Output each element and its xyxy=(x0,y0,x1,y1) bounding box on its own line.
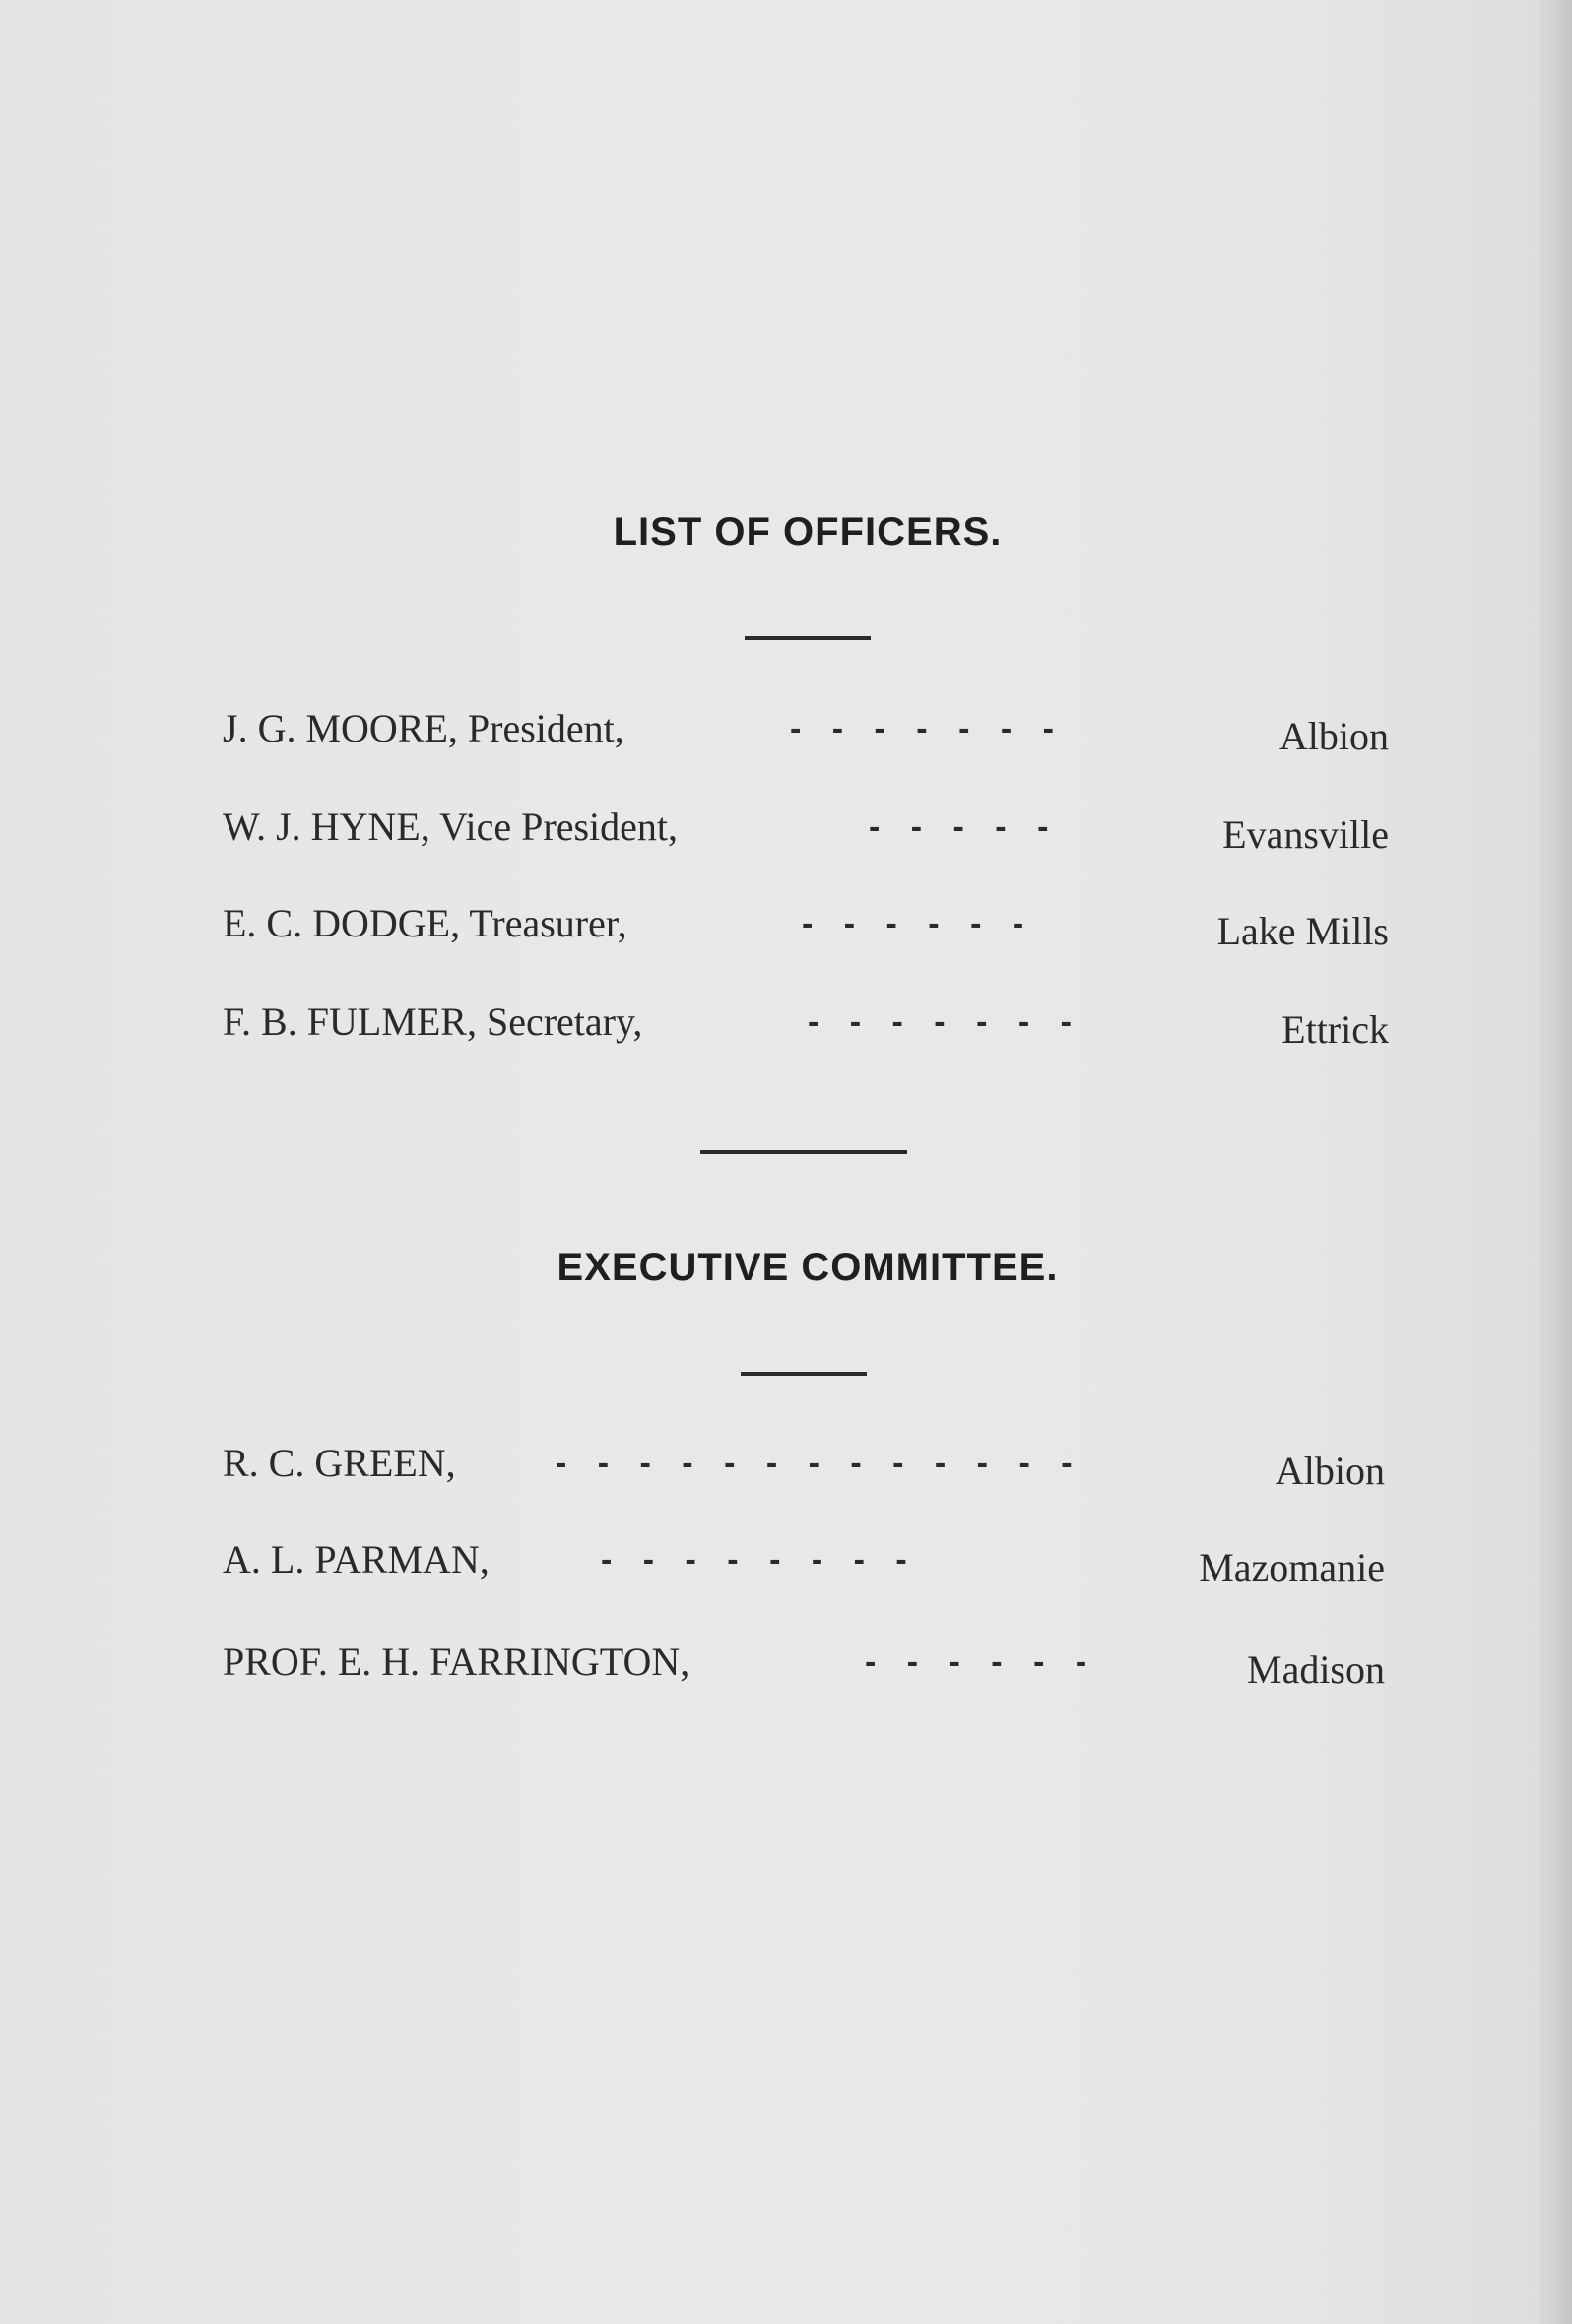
officer-place: Lake Mills xyxy=(1216,909,1389,953)
executive-committee-heading: EXECUTIVE COMMITTEE. xyxy=(557,1246,1059,1289)
committee-member-place: Madison xyxy=(1247,1647,1385,1692)
officer-name: W. J. HYNE, Vice President, xyxy=(223,805,678,849)
officer-place: Ettrick xyxy=(1281,1007,1389,1052)
officer-row xyxy=(223,701,1389,756)
leader-dashes: - - - - - xyxy=(869,808,1049,846)
leader-dashes: - - - - - - xyxy=(865,1644,1087,1681)
leader-dashes: - - - - - - - xyxy=(808,1003,1072,1041)
divider-rule xyxy=(745,636,871,640)
committee-row xyxy=(223,1532,1389,1587)
committee-member-name: PROF. E. H. FARRINGTON, xyxy=(223,1640,690,1684)
committee-member-name: R. C. GREEN, xyxy=(223,1441,456,1485)
divider-rule xyxy=(741,1372,867,1376)
committee-member-place: Mazomanie xyxy=(1199,1545,1385,1589)
section-divider-rule xyxy=(700,1150,907,1154)
committee-row xyxy=(223,1635,1389,1690)
committee-member-place: Albion xyxy=(1275,1449,1385,1493)
leader-dashes: - - - - - - xyxy=(802,905,1024,942)
leader-dashes: - - - - - - - xyxy=(790,710,1054,747)
officer-row xyxy=(223,800,1389,855)
officer-row xyxy=(223,995,1389,1050)
leader-dashes: - - - - - - - - xyxy=(601,1541,907,1579)
officer-name: J. G. MOORE, President, xyxy=(223,706,624,750)
list-of-officers-heading: LIST OF OFFICERS. xyxy=(613,510,1003,553)
committee-row xyxy=(223,1436,1389,1491)
page-edge-shadow xyxy=(1539,0,1572,2324)
officer-place: Albion xyxy=(1278,714,1389,758)
committee-member-name: A. L. PARMAN, xyxy=(223,1537,490,1582)
officer-name: F. B. FULMER, Secretary, xyxy=(223,1000,643,1044)
officer-row xyxy=(223,896,1389,951)
leader-dashes: - - - - - - - - - - - - - xyxy=(556,1445,1073,1482)
officer-place: Evansville xyxy=(1222,812,1389,857)
officer-name: E. C. DODGE, Treasurer, xyxy=(223,901,627,945)
